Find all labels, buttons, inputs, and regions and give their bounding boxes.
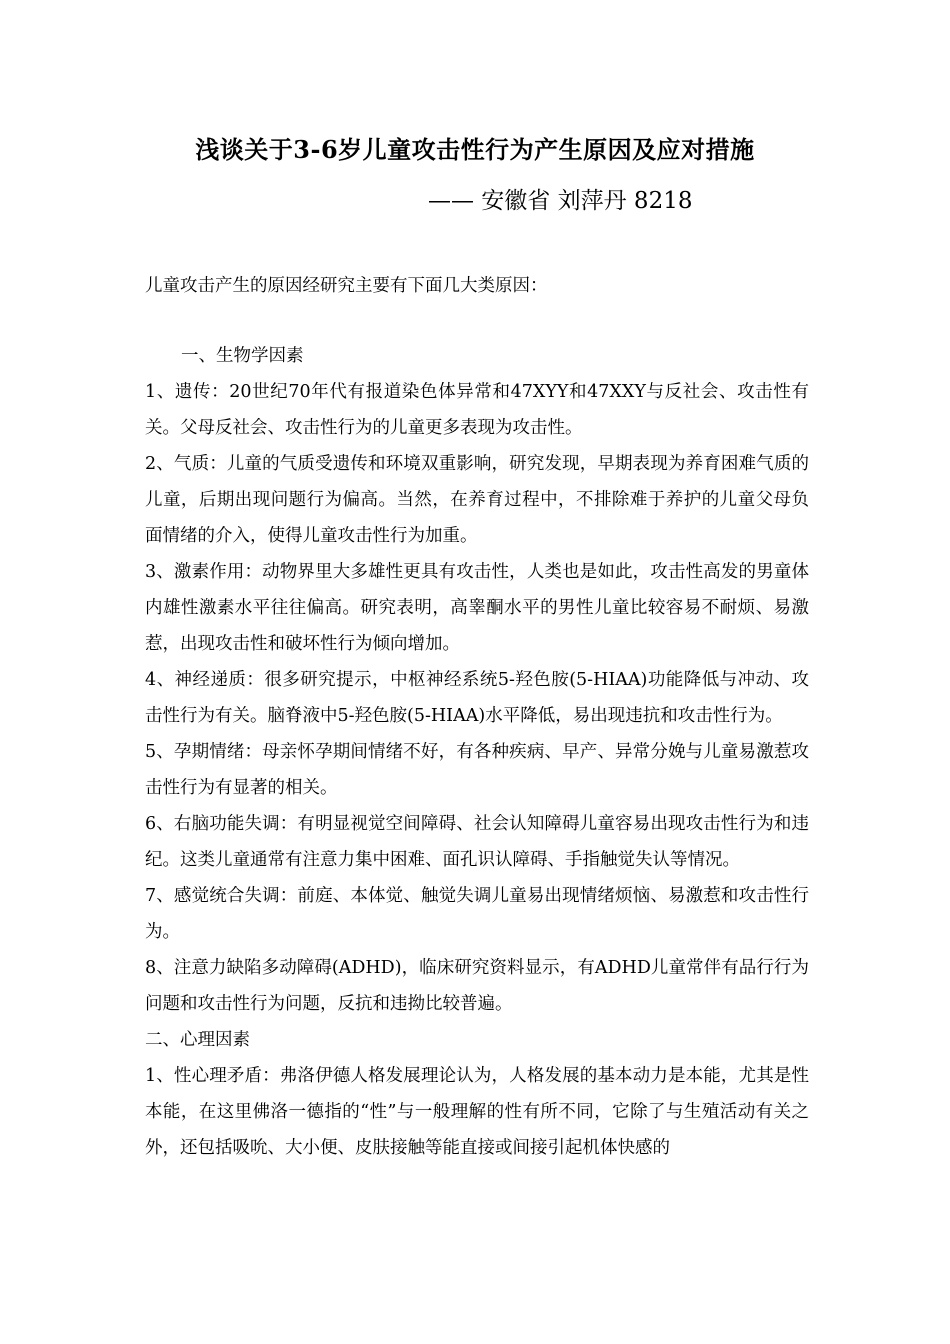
paragraph-genetics: 1、遗传：20世纪70年代有报道染色体异常和47XYY和47XXY与反社会、攻击性有关。父母反社会、攻击性行为的儿童更多表现为攻击性。 [145, 382, 809, 438]
section-heading-biological: 一、生物学因素 [181, 346, 304, 366]
paragraph-temperament: 2、气质：儿童的气质受遗传和环境双重影响，研究发现，早期表现为养育困难气质的儿童，后期出现问题行为偏高。当然，在养育过程中，不排除难于养护的儿童父母负面情绪的介入，使得儿童攻击性行为加重。 [145, 454, 809, 546]
paragraph-adhd: 8、注意力缺陷多动障碍(ADHD)，临床研究资料显示，有ADHD儿童常伴有品行行为问题和攻击性行为问题，反抗和违拗比较普遍。 [145, 958, 809, 1014]
paragraph-hormones: 3、激素作用：动物界里大多雄性更具有攻击性，人类也是如此，攻击性高发的男童体内雄性激素水平往往偏高。研究表明，高睾酮水平的男性儿童比较容易不耐烦、易激惹，出现攻击性和破坏性行为倾向增加。 [145, 562, 809, 654]
paragraph-psychosexual: 1、性心理矛盾：弗洛伊德人格发展理论认为，人格发展的基本动力是本能，尤其是性本能，在这里佛洛一德指的“性”与一般理解的性有所不同，它除了与生殖活动有关之外，还包括吸吮、大小便、皮肤接触等能直接或间接引起机体快感的 [145, 1066, 809, 1158]
author-byline: —— 安徽省 刘萍丹 8218 [428, 188, 693, 214]
intro-paragraph: 儿童攻击产生的原因经研究主要有下面几大类原因： [145, 276, 548, 296]
document-title: 浅谈关于3-6岁儿童攻击性行为产生原因及应对措施 [195, 135, 755, 164]
paragraph-sensory-integration: 7、感觉统合失调：前庭、本体觉、触觉失调儿童易出现情绪烦恼、易激惹和攻击性行为。 [145, 886, 809, 942]
paragraph-pregnancy-emotion: 5、孕期情绪：母亲怀孕期间情绪不好，有各种疾病、早产、异常分娩与儿童易激惹攻击性行为有显著的相关。 [145, 742, 809, 798]
document-body [145, 338, 809, 1166]
section-heading-psychological: 二、心理因素 [145, 1030, 250, 1050]
paragraph-right-brain: 6、右脑功能失调：有明显视觉空间障碍、社会认知障碍儿童容易出现攻击性行为和违纪。这类儿童通常有注意力集中困难、面孔识认障碍、手指触觉失认等情况。 [145, 814, 809, 870]
paragraph-neurotransmitters: 4、神经递质：很多研究提示，中枢神经系统5-羟色胺(5-HIAA)功能降低与冲动、攻击性行为有关。脑脊液中5-羟色胺(5-HIAA)水平降低，易出现违抗和攻击性行为。 [145, 670, 809, 726]
